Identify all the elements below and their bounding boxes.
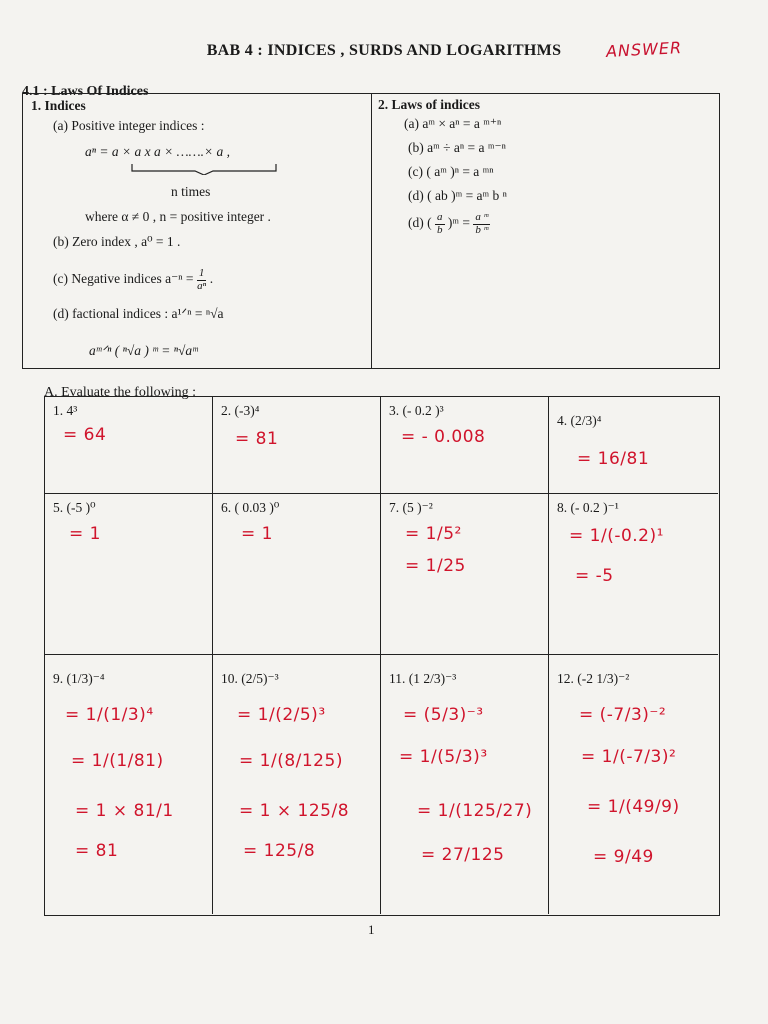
answer-line: = 81 <box>75 841 119 861</box>
answer-line: = 1/(8/125) <box>239 751 343 771</box>
answer-line: = 1/(-7/3)² <box>581 747 677 767</box>
answer-line: = 125/8 <box>243 841 316 861</box>
page-number: 1 <box>368 922 375 937</box>
question-cell-3 <box>381 397 549 494</box>
indices-a-formula: aⁿ = a × a x a × …….× a , <box>85 144 230 159</box>
question-cell-9 <box>45 655 213 914</box>
evaluate-title: A. Evaluate the following : <box>44 385 197 400</box>
question-label: 5. (-5 )⁰ <box>53 500 96 515</box>
indices-a-label: (a) Positive integer indices : <box>53 118 205 133</box>
indices-negative-denominator: aⁿ <box>197 279 207 292</box>
answer-line: = -5 <box>575 566 614 586</box>
law-e-fraction <box>435 212 445 236</box>
answer-line: = 27/125 <box>421 845 505 865</box>
law-e <box>408 212 490 236</box>
answer-stamp: ANSWER <box>605 38 683 61</box>
indices-fractional: (d) factional indices : a¹ᐟⁿ = ⁿ√a <box>53 306 224 321</box>
question-cell-7 <box>381 494 549 655</box>
question-cell-5 <box>45 494 213 655</box>
question-label: 2. (-3)⁴ <box>221 403 260 418</box>
answer-line: = 16/81 <box>577 449 650 469</box>
question-cell-1 <box>45 397 213 494</box>
indices-n-times: n times <box>171 184 211 199</box>
law-b: (b) aᵐ ÷ aⁿ = a ᵐ⁻ⁿ <box>408 140 506 155</box>
indices-heading: 1. Indices <box>31 98 86 113</box>
question-label: 10. (2/5)⁻³ <box>221 671 279 686</box>
law-d: (d) ( ab )ᵐ = aᵐ b ⁿ <box>408 188 507 203</box>
answer-line: = 1 × 81/1 <box>75 801 174 821</box>
law-e-result <box>473 212 490 236</box>
evaluate-grid <box>44 396 720 916</box>
law-e-middle: )ᵐ = <box>447 215 470 231</box>
answer-line: = - 0.008 <box>401 427 486 447</box>
laws-heading: 2. Laws of indices <box>378 97 481 112</box>
laws-divider <box>371 94 372 368</box>
indices-negative-numerator: 1 <box>198 267 205 279</box>
answer-line: = 1/(49/9) <box>587 797 680 817</box>
answer-line: = 64 <box>63 425 107 445</box>
question-cell-8 <box>549 494 718 655</box>
answer-line: = 1/(1/3)⁴ <box>65 705 154 725</box>
section-title: 4.1 : Laws Of Indices <box>22 84 149 99</box>
answer-line: = 1 <box>241 524 273 544</box>
answer-line: = 1/(5/3)³ <box>399 747 488 767</box>
question-label: 12. (-2 1/3)⁻² <box>557 671 630 686</box>
answer-line: = 1/(-0.2)¹ <box>569 526 664 546</box>
question-cell-6 <box>213 494 381 655</box>
answer-line: = 1 <box>69 524 101 544</box>
answer-line: = 1/(125/27) <box>417 801 533 821</box>
law-e-denominator: b <box>437 223 443 236</box>
answer-line: = 9/49 <box>593 847 654 867</box>
law-a: (a) aᵐ × aⁿ = a ᵐ⁺ⁿ <box>404 116 502 131</box>
indices-where: where α ≠ 0 , n = positive integer . <box>85 209 271 224</box>
question-label: 3. (- 0.2 )³ <box>389 403 444 418</box>
n-times-brace <box>131 163 277 175</box>
law-e-label: (d) ( <box>408 215 432 231</box>
question-cell-11 <box>381 655 549 914</box>
question-cell-4 <box>549 397 718 494</box>
indices-negative: (c) Negative indices a⁻ⁿ = $\frac{1}{\text{aⁿ}}$ . <box>53 267 214 292</box>
question-cell-10 <box>213 655 381 914</box>
law-c: (c) ( aᵐ )ⁿ = a ᵐⁿ <box>408 164 494 179</box>
answer-line: = 81 <box>235 429 279 449</box>
answer-line: = (5/3)⁻³ <box>403 705 484 725</box>
question-label: 8. (- 0.2 )⁻¹ <box>557 500 619 515</box>
answer-line: = 1 × 125/8 <box>239 801 350 821</box>
answer-line: = 1/5² <box>405 524 462 544</box>
answer-line: = 1/(2/5)³ <box>237 705 326 725</box>
law-e-result-denominator: b ᵐ <box>475 223 489 236</box>
indices-zero: (b) Zero index , a⁰ = 1 . <box>53 234 181 249</box>
indices-fractional-formula: aᵐᐟⁿ ( ⁿ√a ) ᵐ = ⁿ√aᵐ <box>89 343 198 358</box>
answer-line: = 1/(1/81) <box>71 751 164 771</box>
question-label: 7. (5 )⁻² <box>389 500 433 515</box>
question-cell-2 <box>213 397 381 494</box>
answer-line: = 1/25 <box>405 556 466 576</box>
indices-negative-fraction <box>197 268 207 292</box>
question-label: 9. (1/3)⁻⁴ <box>53 671 105 686</box>
law-e-result-numerator: a ᵐ <box>475 211 489 223</box>
answer-line: = (-7/3)⁻² <box>579 705 667 725</box>
law-e-numerator: a <box>437 211 443 223</box>
laws-box <box>22 93 720 369</box>
question-cell-12 <box>549 655 718 914</box>
question-label: 6. ( 0.03 )⁰ <box>221 500 280 515</box>
indices-negative-label: (c) Negative indices a⁻ⁿ = <box>53 271 194 287</box>
page-title: BAB 4 : INDICES , SURDS AND LOGARITHMS <box>206 42 562 59</box>
question-label: 1. 4³ <box>53 403 78 418</box>
question-label: 11. (1 2/3)⁻³ <box>389 671 457 686</box>
question-label: 4. (2/3)⁴ <box>557 413 602 428</box>
